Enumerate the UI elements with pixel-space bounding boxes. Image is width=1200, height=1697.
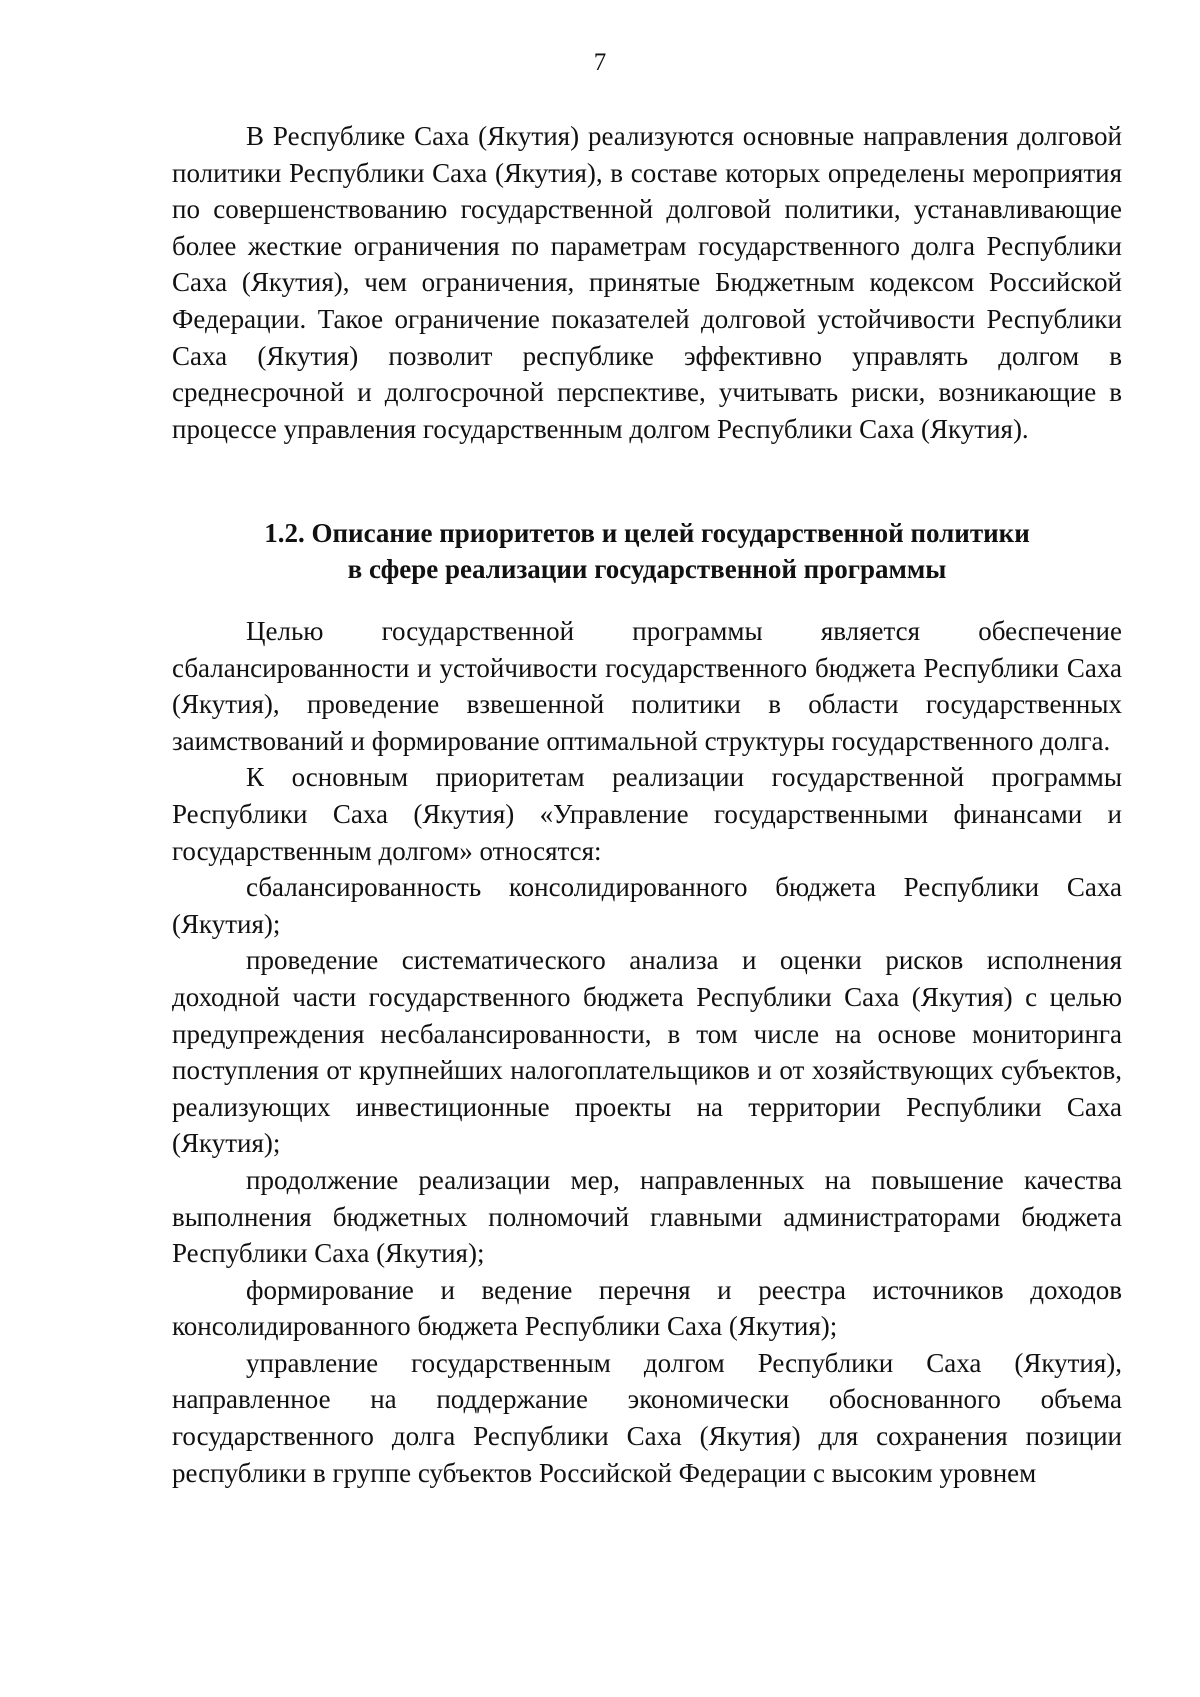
priority-item-budget-powers: продолжение реализации мер, направленных на повышение качества выполнения бюджетных полномочий главными администраторами бюджета Республики Саха (Якутия);: [172, 1164, 1122, 1269]
section-heading-line-1: 1.2. Описание приоритетов и целей государственной политики: [264, 518, 1030, 548]
page-number: 7: [593, 49, 607, 76]
priority-item-balance: сбалансированность консолидированного бюджета Республики Саха (Якутия);: [172, 872, 1122, 939]
section-heading-line-2: в сфере реализации государственной программы: [347, 554, 947, 584]
priority-item-risk-analysis: проведение систематического анализа и оценки рисков исполнения доходной части государственного бюджета Республики Саха (Якутия) с целью предупреждения несбалансированности, в том числе на основе мониторинга поступления от крупнейших налогоплательщиков и от хозяйствующих субъектов, реализующих инвестиционные проекты на территории Республики Саха (Якутия);: [172, 945, 1122, 1159]
section-body: [172, 613, 1122, 1491]
priority-item-revenue-registry: формирование и ведение перечня и реестра источников доходов консолидированного бюджета Республики Саха (Якутия);: [172, 1274, 1122, 1342]
section-heading-block: [172, 515, 1122, 587]
intro-paragraph: В Республике Саха (Якутия) реализуются основные направления долговой политики Республики Саха (Якутия), в составе которых определены мероприятия по совершенствованию государственной долговой политики, устанавливающие более жесткие ограничения по параметрам государственного долга Республики Саха (Якутия), чем ограничения, принятые Бюджетным кодексом Российской Федерации. Такое ограничение показателей долговой устойчивости Республики Саха (Якутия) позволит республике эффективно управлять долгом в среднесрочной и долгосрочной перспективе, учитывать риски, возникающие в процессе управления государственным долгом Республики Саха (Якутия).: [172, 121, 1122, 444]
priority-item-debt-management: управление государственным долгом Республики Саха (Якутия), направленное на поддержание экономически обоснованного объема государственного долга Республики Саха (Якутия) для сохранения позиции республики в группе субъектов Российской Федерации с высоким уровнем: [172, 1347, 1122, 1488]
section-heading: [172, 515, 1122, 587]
goal-paragraph: Целью государственной программы является обеспечение сбалансированности и устойчивости государственного бюджета Республики Саха (Якутия), проведение взвешенной политики в области государственных заимствований и формирование оптимальной структуры государственного долга.: [172, 616, 1122, 756]
intro-block: [172, 118, 1122, 447]
priorities-intro-paragraph: К основным приоритетам реализации государственной программы Республики Саха (Якутия) «Управление государственными финансами и государственным долгом» относятся:: [172, 762, 1122, 866]
